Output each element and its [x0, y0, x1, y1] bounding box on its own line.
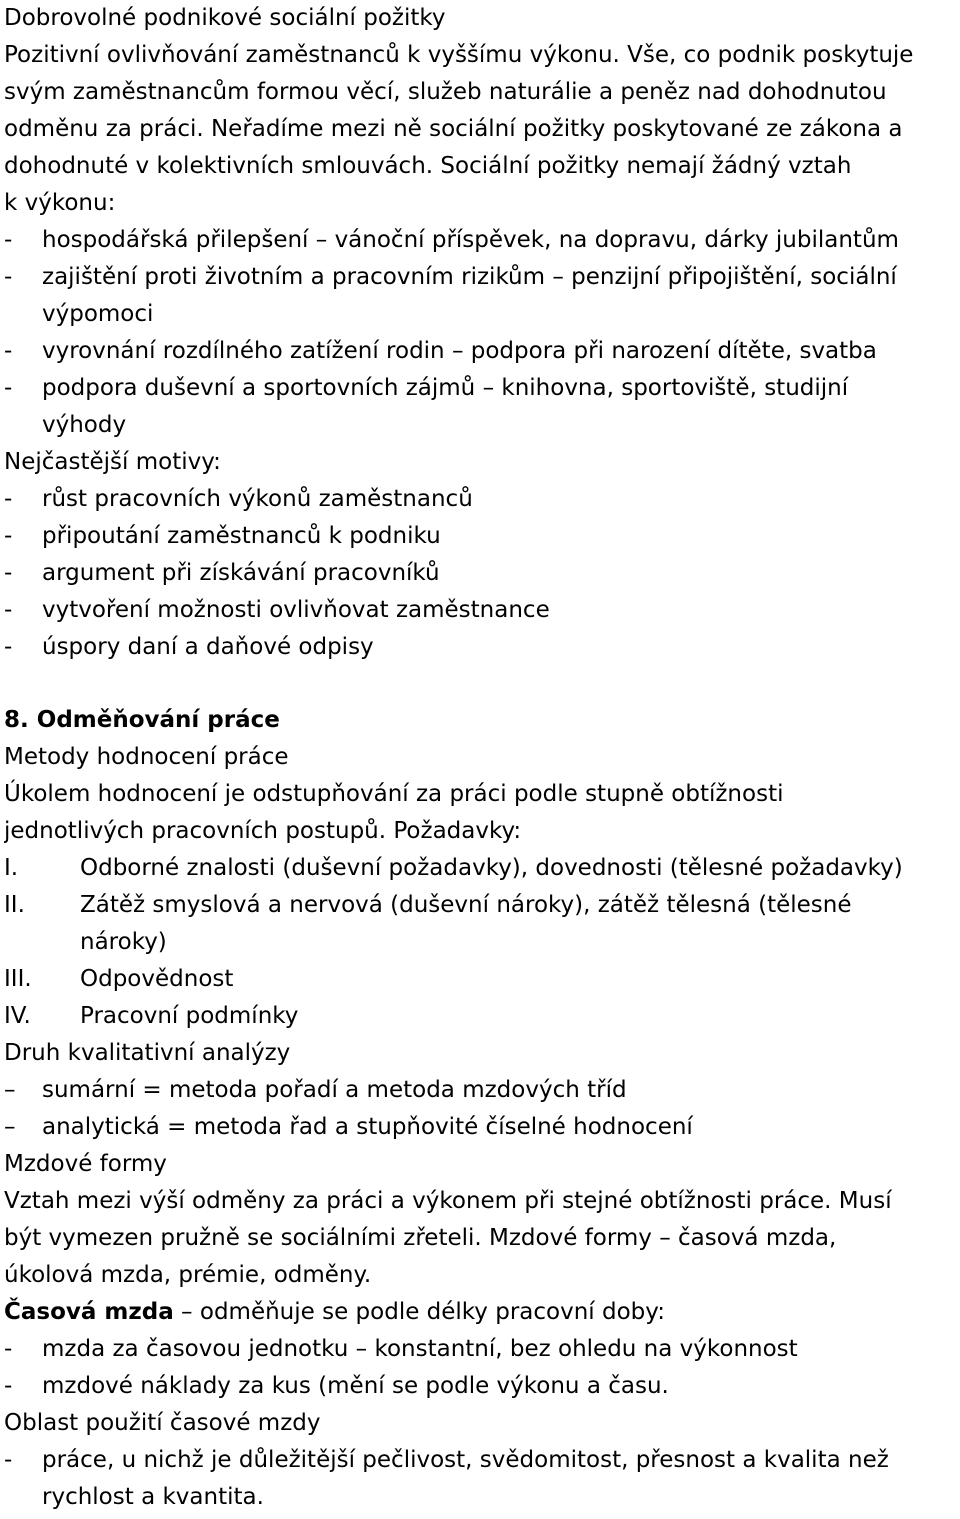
list-marker: -: [4, 264, 13, 290]
wage-forms-heading: Mzdové formy: [4, 1151, 167, 1177]
analysis-list: [4, 1072, 956, 1146]
list-item: [4, 1442, 956, 1516]
list-item: [4, 887, 956, 961]
analysis-heading: Druh kvalitativní analýzy: [4, 1040, 291, 1066]
list-item-text: analytická = metoda řad a stupňovité číselné hodnocení: [42, 1114, 693, 1140]
list-item-text: podpora duševní a sportovních zájmů – knihovna, sportoviště, studijní výhody: [42, 375, 849, 438]
list-item-text: připoutání zaměstnanců k podniku: [42, 523, 441, 549]
methods-line: jednotlivých pracovních postupů. Požadavky:: [4, 818, 522, 844]
methods-line: Úkolem hodnocení je odstupňování za práci podle stupně obtížnosti: [4, 781, 784, 807]
requirements-list: [4, 850, 956, 1035]
list-item-text: vytvoření možnosti ovlivňovat zaměstnance: [42, 597, 550, 623]
intro-line: dohodnuté v kolektivních smlouvách. Sociální požitky nemají žádný vztah: [4, 153, 852, 179]
list-marker: -: [4, 560, 13, 586]
intro-line: odměnu za práci. Neřadíme mezi ně sociální požitky poskytované ze zákona a: [4, 116, 903, 142]
list-item: [4, 1109, 956, 1146]
list-item: [4, 1368, 956, 1405]
list-item: [4, 222, 956, 259]
list-item-text: práce, u nichž je důležitější pečlivost, svědomitost, přesnost a kvalita než rychlost a kvantita.: [42, 1447, 889, 1510]
list-item-text: úspory daní a daňové odpisy: [42, 634, 374, 660]
wage-forms-line: Vztah mezi výší odměny za práci a výkonem při stejné obtížnosti práce. Musí: [4, 1188, 892, 1214]
list-marker: -: [4, 227, 13, 253]
section-number: 8.: [4, 707, 29, 733]
list-marker: -: [4, 338, 13, 364]
list-item-text: Odpovědnost: [80, 966, 234, 992]
list-item-text: argument při získávání pracovníků: [42, 560, 440, 586]
list-marker: –: [4, 1114, 16, 1140]
list-item: [4, 333, 956, 370]
list-item: [4, 592, 956, 629]
list-marker: -: [4, 523, 13, 549]
list-marker: -: [4, 597, 13, 623]
intro-line: k výkonu:: [4, 190, 116, 216]
list-item: [4, 555, 956, 592]
time-wage-definition: [4, 1294, 956, 1331]
list-item: [4, 998, 956, 1035]
list-item-text: růst pracovních výkonů zaměstnanců: [42, 486, 473, 512]
list-item-text: sumární = metoda pořadí a metoda mzdových tříd: [42, 1077, 627, 1103]
list-marker: –: [4, 1077, 16, 1103]
intro-paragraph: [4, 37, 956, 222]
list-item: [4, 259, 956, 333]
list-item: [4, 629, 956, 666]
list-marker: -: [4, 634, 13, 660]
methods-heading: Metody hodnocení práce: [4, 744, 289, 770]
list-marker: IV.: [4, 1003, 31, 1029]
list-item: [4, 850, 956, 887]
list-item-text: mzda za časovou jednotku – konstantní, bez ohledu na výkonnost: [42, 1336, 798, 1362]
section-spacer: [4, 666, 956, 702]
list-item: [4, 370, 956, 444]
intro-line: svým zaměstnancům formou věcí, služeb naturálie a peněz nad dohodnutou: [4, 79, 887, 105]
list-item: [4, 481, 956, 518]
list-marker: -: [4, 375, 13, 401]
benefits-list: [4, 222, 956, 444]
list-marker: -: [4, 1447, 13, 1473]
list-marker: I.: [4, 855, 19, 881]
motives-heading: Nejčastější motivy:: [4, 449, 221, 475]
list-marker: II.: [4, 892, 25, 918]
time-wage-list: [4, 1331, 956, 1405]
usage-heading: Oblast použití časové mzdy: [4, 1410, 321, 1436]
section-heading: [4, 702, 956, 739]
section-title: Dobrovolné podnikové sociální požitky: [4, 5, 446, 31]
motives-list: [4, 481, 956, 666]
list-item: [4, 1072, 956, 1109]
time-wage-def: – odměňuje se podle délky pracovní doby:: [173, 1299, 665, 1325]
list-item: [4, 518, 956, 555]
list-item: [4, 961, 956, 998]
list-item-text: Zátěž smyslová a nervová (duševní nároky), zátěž tělesná (tělesné nároky): [80, 892, 852, 955]
list-marker: -: [4, 486, 13, 512]
list-item-text: mzdové náklady za kus (mění se podle výkonu a času.: [42, 1373, 669, 1399]
list-item-text: Pracovní podmínky: [80, 1003, 299, 1029]
list-marker: III.: [4, 966, 32, 992]
wage-forms-line: úkolová mzda, prémie, odměny.: [4, 1262, 372, 1288]
list-item-text: hospodářská přilepšení – vánoční příspěvek, na dopravu, dárky jubilantům: [42, 227, 899, 253]
list-item-text: zajištění proti životním a pracovním rizikům – penzijní připojištění, sociální výpomoci: [42, 264, 897, 327]
list-marker: -: [4, 1373, 13, 1399]
time-wage-term: Časová mzda: [4, 1299, 174, 1325]
list-item: [4, 1331, 956, 1368]
wage-forms-line: být vymezen pružně se sociálními zřeteli. Mzdové formy – časová mzda,: [4, 1225, 837, 1251]
list-item-text: Odborné znalosti (duševní požadavky), dovednosti (tělesné požadavky): [80, 855, 903, 881]
intro-line: Pozitivní ovlivňování zaměstnanců k vyššímu výkonu. Vše, co podnik poskytuje: [4, 42, 914, 68]
usage-list: [4, 1442, 956, 1516]
list-marker: -: [4, 1336, 13, 1362]
list-item-text: vyrovnání rozdílného zatížení rodin – podpora při narození dítěte, svatba: [42, 338, 877, 364]
section-heading-text: Odměňování práce: [36, 707, 280, 733]
